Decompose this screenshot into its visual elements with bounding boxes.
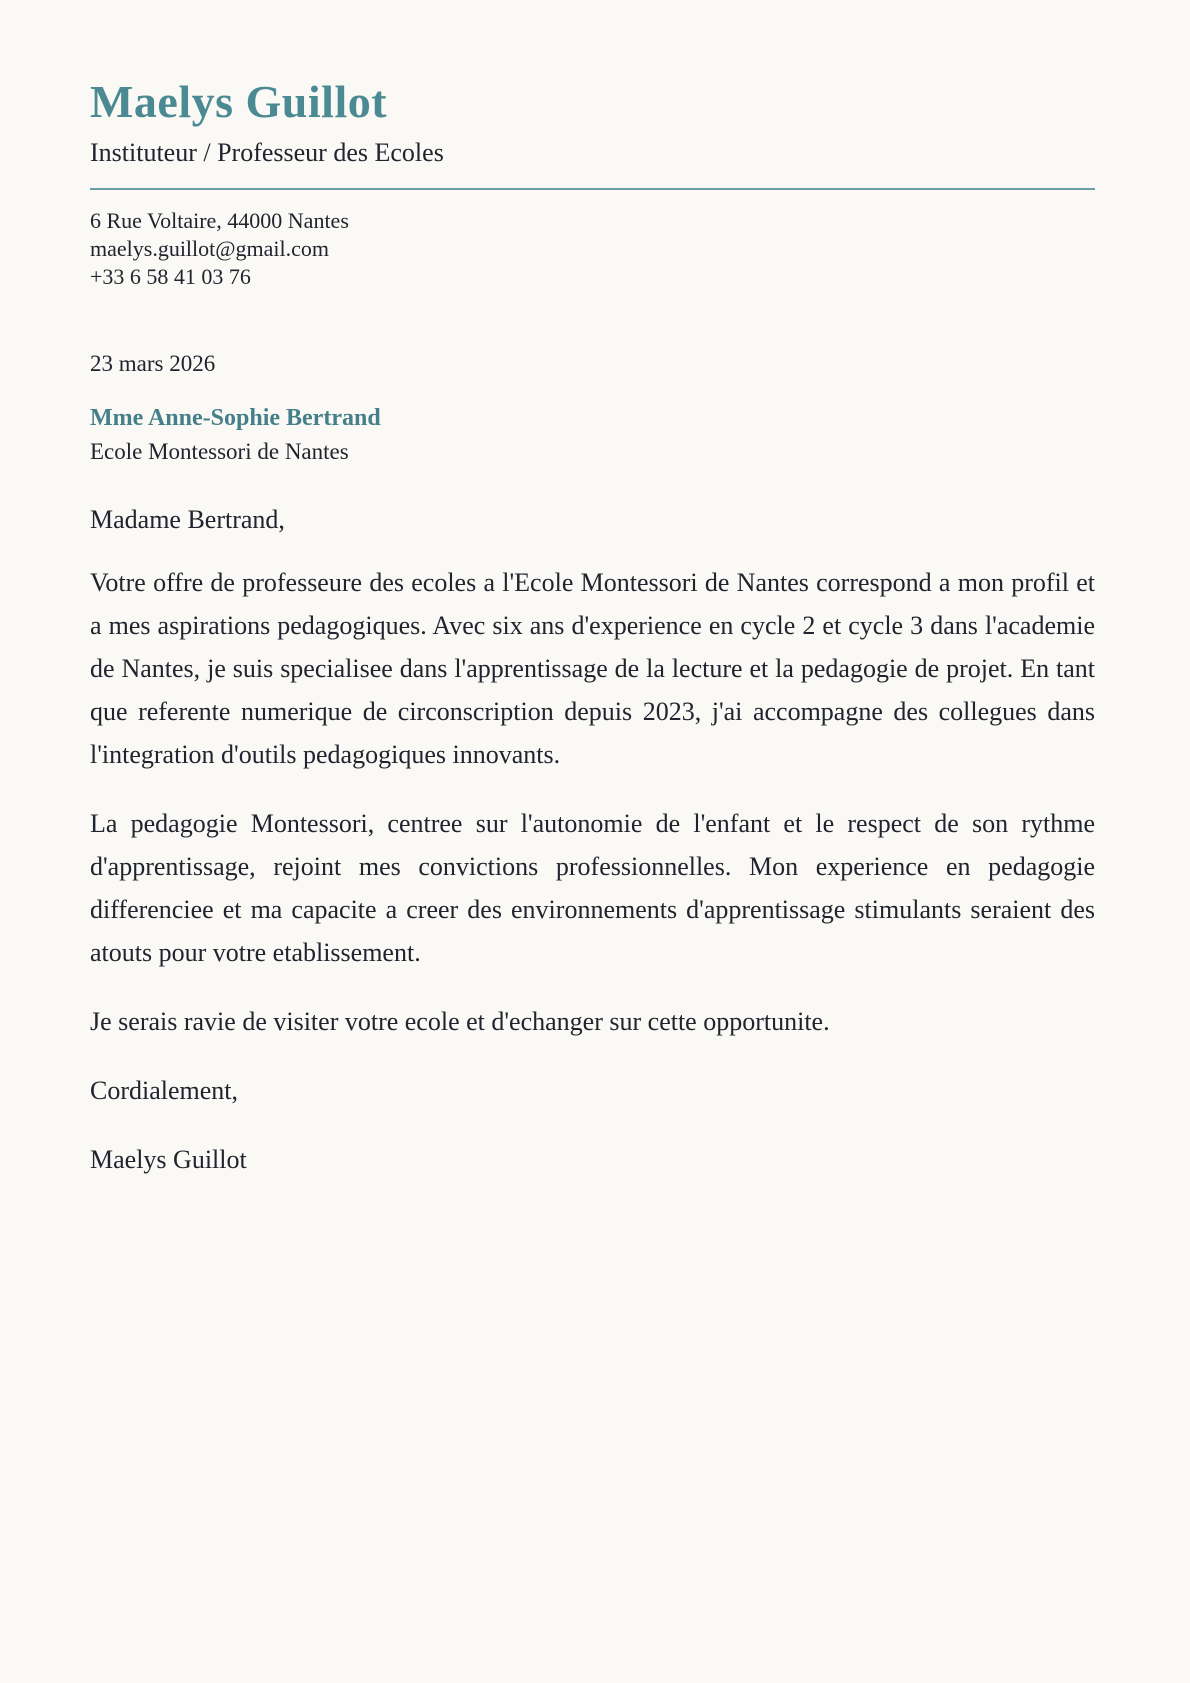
signature: Maelys Guillot [90, 1145, 247, 1175]
recipient-organization: Ecole Montessori de Nantes [90, 439, 349, 465]
contact-address: 6 Rue Voltaire, 44000 Nantes [90, 208, 349, 234]
header-divider [90, 188, 1095, 190]
letter-date: 23 mars 2026 [90, 351, 216, 377]
body-paragraph-2: La pedagogie Montessori, centree sur l'autonomie de l'enfant et le respect de son rythme d'apprentissage, rejoint mes convictions professionnelles. Mon experience en pedagogie differenciee et ma capacite a creer des environnements d'apprentissage stimulants seraient des atouts pour votre etablissement. [90, 809, 1095, 968]
body-paragraph-1: Votre offre de professeure des ecoles a l'Ecole Montessori de Nantes correspond a mon profil et a mes aspirations pedagogiques. Avec six ans d'experience en cycle 2 et cycle 3 dans l'academie de Nantes, je suis specialisee dans l'apprentissage de la lecture et la pedagogie de projet. En tant que referente numerique de circonscription depuis 2023, j'ai accompagne des collegues dans l'integration d'outils pedagogiques innovants. [90, 568, 1095, 770]
body-paragraph-3: Je serais ravie de visiter votre ecole et d'echanger sur cette opportunite. [90, 1007, 830, 1037]
letter-header [90, 76, 1095, 190]
job-title: Instituteur / Professeur des Ecoles [90, 137, 444, 167]
recipient-name: Mme Anne-Sophie Bertrand [90, 405, 381, 432]
closing: Cordialement, [90, 1076, 239, 1106]
letter-body [90, 561, 1095, 1043]
salutation: Madame Bertrand, [90, 505, 285, 535]
contact-phone: +33 6 58 41 03 76 [90, 264, 251, 290]
page-title: Maelys Guillot [90, 76, 388, 127]
contact-email: maelys.guillot@gmail.com [90, 236, 330, 262]
recipient-block [90, 405, 1095, 465]
contact-block [90, 207, 1095, 291]
